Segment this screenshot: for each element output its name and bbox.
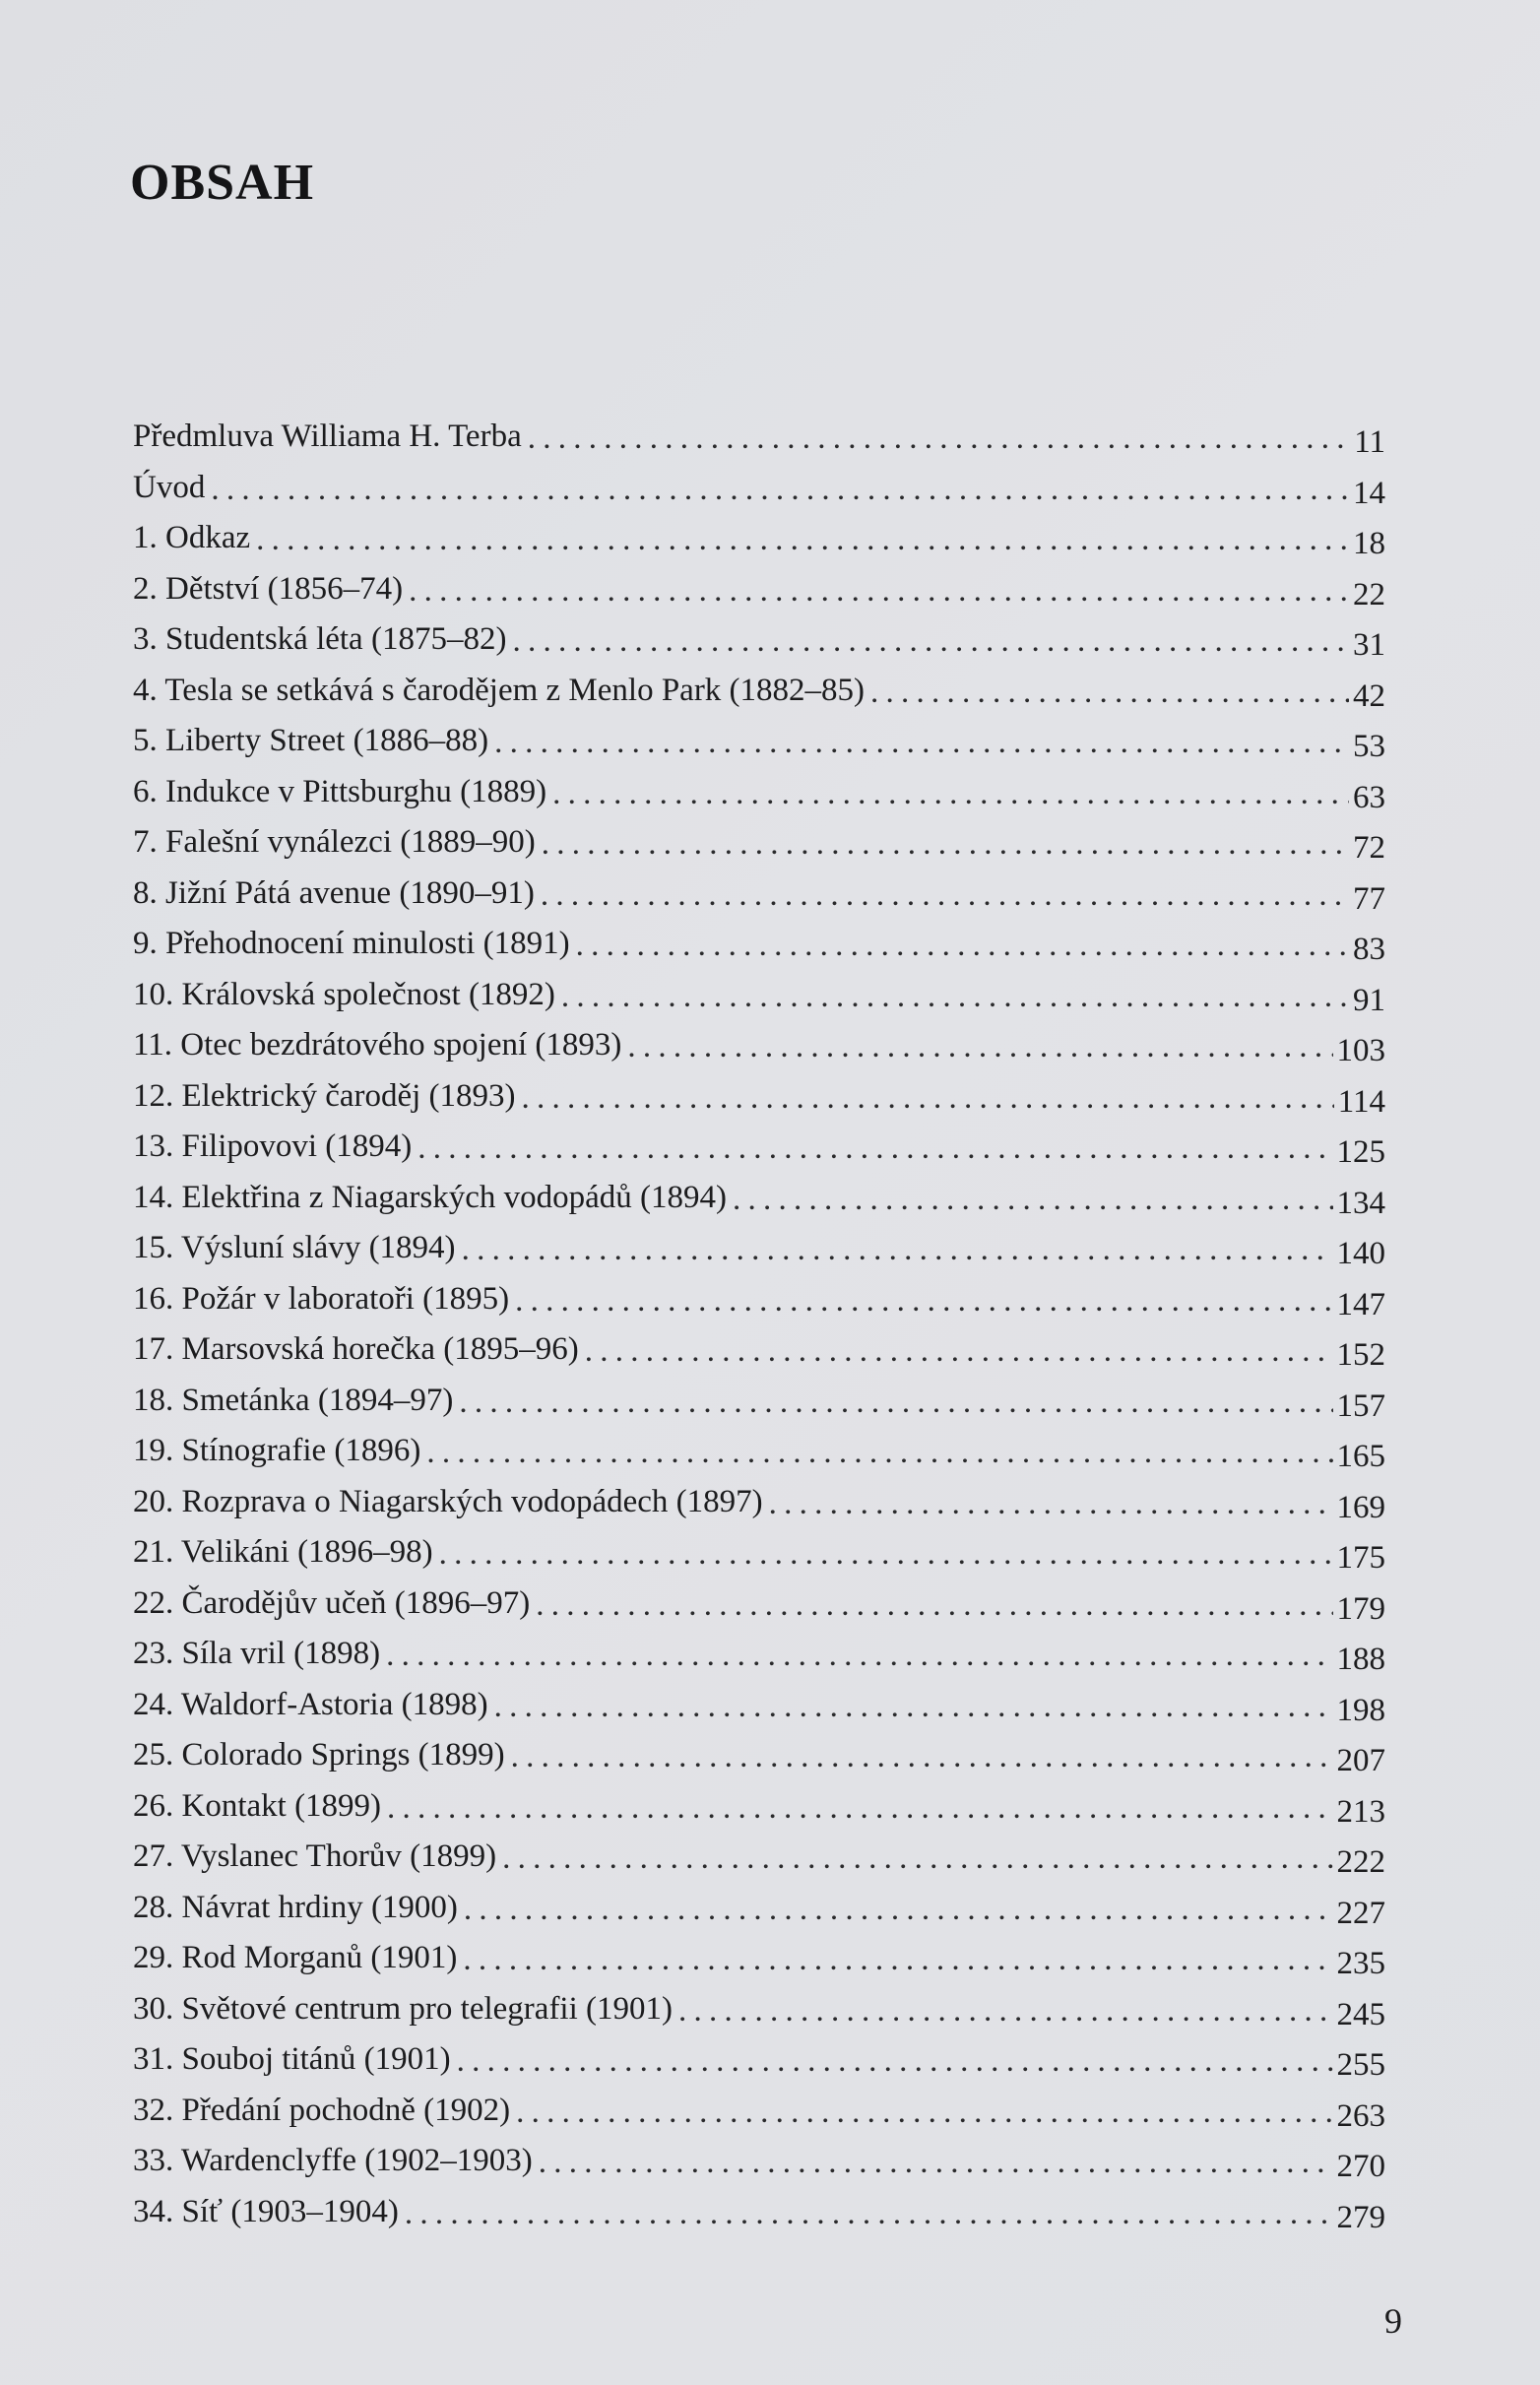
dot-leader [457,2036,1333,2088]
dot-leader [561,972,1349,1023]
toc-entry [133,666,1385,717]
toc-entry-page: 157 [1336,1387,1385,1424]
toc-entry [133,1832,1385,1883]
dot-leader [769,1479,1333,1530]
toc-entry-page: 72 [1353,830,1385,866]
toc-entry-page: 263 [1336,2097,1385,2134]
toc-entry-title: 23. Síla vril (1898) [133,1636,381,1671]
toc-entry-title: 34. Síť (1903–1904) [133,2193,399,2229]
toc-entry-page: 63 [1353,779,1385,815]
toc-entry-page: 91 [1353,982,1385,1018]
toc-entry-page: 31 [1353,627,1385,663]
table-of-contents [133,412,1385,2237]
toc-entry-page: 83 [1353,932,1385,967]
toc-entry [133,1122,1385,1173]
toc-entry-title: 26. Kontakt (1899) [133,1787,382,1824]
toc-entry-title: 33. Wardenclyffe (1902–1903) [133,2143,533,2178]
toc-entry [133,1020,1385,1071]
toc-entry [133,1781,1385,1833]
toc-entry-page: 103 [1336,1033,1385,1068]
toc-entry-title: 5. Liberty Street (1886–88) [133,723,489,758]
toc-entry-page: 255 [1336,2047,1385,2083]
toc-entry-page: 245 [1336,1996,1385,2032]
toc-entry-page: 42 [1353,677,1385,714]
toc-entry-title: 21. Velikáni (1896–98) [133,1534,433,1570]
toc-entry-page: 53 [1353,729,1385,764]
toc-entry [133,1324,1385,1376]
toc-entry-title: 18. Smetánka (1894–97) [133,1382,454,1418]
toc-entry-title: 15. Výsluní slávy (1894) [133,1230,456,1265]
toc-entry-title: 22. Čarodějův učeň (1896–97) [133,1584,531,1621]
dot-leader [539,2138,1333,2189]
toc-entry-page: 125 [1336,1134,1385,1170]
toc-entry [133,2086,1385,2137]
toc-entry [133,1173,1385,1224]
dot-leader [536,1580,1332,1632]
toc-entry-title: 8. Jižní Pátá avenue (1890–91) [133,874,535,911]
dot-leader [426,1428,1332,1479]
dot-leader [459,1378,1332,1429]
toc-entry [133,614,1385,666]
dot-leader [405,2189,1333,2240]
toc-entry [133,716,1385,767]
dot-leader [462,1225,1333,1276]
toc-entry [133,1883,1385,1934]
toc-entry-page: 188 [1336,1642,1385,1677]
toc-entry-page: 14 [1353,475,1385,511]
toc-entry-page: 18 [1353,526,1385,561]
toc-entry [133,1984,1385,2035]
toc-entry-page: 11 [1354,424,1385,460]
toc-entry-title: 14. Elektřina z Niagarských vodopádů (1894) [133,1179,727,1215]
toc-entry [133,1223,1385,1274]
toc-entry [133,1527,1385,1579]
dot-leader [515,1276,1332,1327]
dot-leader [528,414,1351,465]
toc-entry [133,869,1385,920]
toc-entry-title: 31. Souboj titánů (1901) [133,2041,451,2077]
toc-entry [133,1274,1385,1325]
toc-entry [133,919,1385,970]
toc-entry-page: 222 [1336,1844,1385,1880]
toc-entry [133,970,1385,1021]
toc-entry-title: 13. Filipovovi (1894) [133,1128,413,1164]
toc-entry-title: Úvod [133,469,206,505]
dot-leader [585,1326,1333,1378]
toc-entry-title: 2. Dětství (1856–74) [133,570,404,607]
dot-leader [387,1783,1332,1835]
toc-entry-title: 29. Rod Morganů (1901) [133,1940,458,1975]
toc-entry-page: 207 [1336,1743,1385,1778]
dot-leader [542,819,1349,870]
dot-leader [870,668,1349,719]
toc-entry-title: 32. Předání pochodně (1902) [133,2092,511,2128]
toc-entry-page: 213 [1336,1793,1385,1830]
toc-entry-page: 77 [1353,880,1385,917]
dot-leader [256,515,1349,566]
toc-entry-page: 114 [1337,1083,1385,1120]
dot-leader [386,1631,1332,1682]
dot-leader [512,616,1349,668]
toc-entry [133,412,1385,463]
toc-entry-page: 134 [1336,1185,1385,1221]
toc-entry [133,2034,1385,2086]
toc-entry-title: 4. Tesla se setkává s čarodějem z Menlo Park (1882–85) [133,672,866,708]
toc-entry-page: 22 [1353,576,1385,612]
dot-leader [552,769,1349,820]
dot-leader [409,566,1349,617]
dot-leader [678,1986,1333,2037]
toc-entry [133,564,1385,615]
toc-entry-page: 227 [1336,1895,1385,1931]
dot-leader [733,1175,1333,1226]
toc-entry-title: 20. Rozprava o Niagarských vodopádech (1897) [133,1483,763,1519]
dot-leader [627,1022,1332,1073]
dot-leader [211,465,1349,516]
dot-leader [417,1124,1332,1175]
toc-entry-title: 19. Stínografie (1896) [133,1433,421,1468]
toc-entry-title: 11. Otec bezdrátového spojení (1893) [133,1027,622,1063]
toc-entry [133,1933,1385,1984]
dot-leader [494,1682,1333,1733]
page-title: OBSAH [130,155,315,211]
toc-entry [133,1071,1385,1123]
toc-entry-title: 24. Waldorf-Astoria (1898) [133,1686,488,1722]
toc-entry-page: 169 [1336,1489,1385,1525]
toc-entry-page: 270 [1336,2149,1385,2184]
toc-entry-page: 140 [1336,1236,1385,1271]
toc-entry-title: 6. Indukce v Pittsburghu (1889) [133,773,547,809]
toc-entry-title: 10. Královská společnost (1892) [133,976,555,1012]
toc-entry [133,2187,1385,2238]
dot-leader [516,2088,1332,2139]
dot-leader [511,1732,1333,1783]
toc-entry-title: 1. Odkaz [133,520,251,555]
toc-entry [133,513,1385,564]
toc-entry-page: 165 [1336,1439,1385,1474]
dot-leader [522,1073,1334,1125]
dot-leader [439,1529,1333,1580]
toc-entry [133,1730,1385,1781]
toc-entry-page: 179 [1336,1590,1385,1627]
toc-entry-page: 175 [1336,1540,1385,1576]
toc-entry-title: Předmluva Williama H. Terba [133,419,522,454]
toc-entry-page: 152 [1336,1337,1385,1373]
toc-entry-title: 16. Požár v laboratoři (1895) [133,1280,510,1317]
dot-leader [494,718,1349,769]
toc-entry-title: 12. Elektrický čaroděj (1893) [133,1077,516,1114]
toc-entry [133,1629,1385,1680]
toc-entry-title: 3. Studentská léta (1875–82) [133,621,507,657]
toc-entry [133,1426,1385,1477]
dot-leader [502,1834,1332,1885]
dot-leader [463,1935,1332,1986]
toc-entry-title: 9. Přehodnocení minulosti (1891) [133,926,570,961]
toc-entry-title: 25. Colorado Springs (1899) [133,1737,505,1773]
dot-leader [464,1885,1333,1936]
toc-entry [133,767,1385,818]
toc-entry [133,1376,1385,1427]
toc-entry-title: 28. Návrat hrdiny (1900) [133,1889,458,1925]
toc-entry-title: 17. Marsovská horečka (1895–96) [133,1331,579,1367]
toc-entry [133,2136,1385,2187]
toc-entry-title: 7. Falešní vynálezci (1889–90) [133,824,536,860]
toc-entry-title: 30. Světové centrum pro telegrafii (1901) [133,1990,673,2027]
toc-entry-title: 27. Vyslanec Thorův (1899) [133,1838,497,1874]
toc-entry [133,817,1385,869]
toc-entry-page: 235 [1336,1946,1385,1981]
toc-entry-page: 147 [1336,1286,1385,1322]
toc-entry [133,1680,1385,1731]
dot-leader [541,870,1349,922]
toc-entry [133,463,1385,514]
toc-entry-page: 198 [1336,1692,1385,1728]
toc-entry-page: 279 [1336,2199,1385,2235]
toc-entry [133,1579,1385,1630]
toc-entry [133,1477,1385,1528]
page-number: 9 [1384,2301,1402,2341]
dot-leader [576,921,1349,972]
